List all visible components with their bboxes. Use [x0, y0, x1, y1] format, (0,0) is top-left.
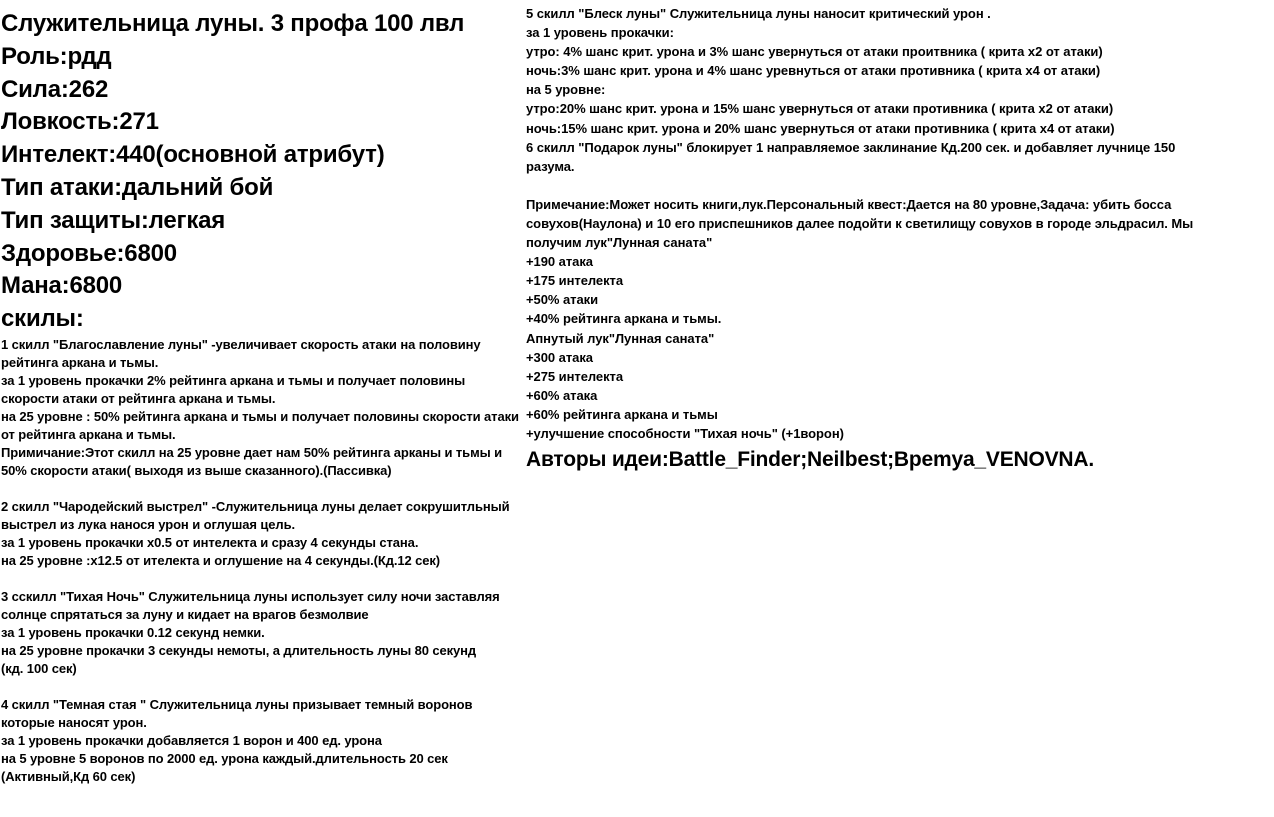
right-text-line: утро:20% шанс крит. урона и 15% шанс увернуться от атаки противника ( крита x2 от атаки) [526, 101, 1114, 117]
stat-health: Здоровье:6800 [1, 239, 177, 267]
stat-strength: Сила:262 [1, 75, 109, 103]
right-text-line: +улучшение способности "Тихая ночь" (+1ворон) [526, 425, 844, 441]
left-text-line: за 1 уровень прокачки 0.12 секунд немки. [1, 624, 265, 640]
right-text-line: +190 атака [526, 254, 593, 270]
paragraph-gap [1, 678, 521, 696]
right-text-line: Апнутый лук"Лунная саната" [526, 330, 715, 346]
right-text-line: +60% рейтинга аркана и тьмы [526, 406, 718, 422]
right-text-line: ночь:3% шанс крит. урона и 4% шанс уревнуться от атаки противника ( крита x4 от атаки) [526, 63, 1101, 79]
left-text-line: 4 скилл "Темная стая " Служительница луны призывает темный воронов [1, 696, 473, 712]
left-text-line: скорости атаки от рейтинга аркана и тьмы. [1, 390, 276, 406]
stat-agility: Ловкость:271 [1, 108, 159, 136]
right-text-line: 5 скилл "Блеск луны" Служительница луны наносит критический урон . [526, 6, 991, 21]
right-text-line: +50% атаки [526, 292, 599, 308]
stat-mana: Мана:6800 [1, 272, 123, 300]
skills-description-left [1, 336, 521, 786]
left-text-line: за 1 уровень прокачки x0.5 от интелекта и сразу 4 секунды стана. [1, 534, 419, 550]
skills-description-right [526, 4, 1266, 443]
authors-line: Авторы идеи:Battle_Finder;Neilbest;Bpemya_VENOVNA. [526, 448, 1094, 472]
left-text-line: выстрел из лука нанося урон и оглушая цель. [1, 516, 295, 532]
left-text-line: 3 сскилл "Тихая Ночь" Служительница луны использует силу ночи заставляя [1, 588, 500, 604]
paragraph-gap [526, 176, 1266, 195]
left-text-line: Примичание:Этот скилл на 25 уровне дает нам 50% рейтинга арканы и тьмы и [1, 444, 503, 460]
right-column [526, 4, 1266, 475]
left-text-line: 1 скилл "Благославление луны" -увеличивает скорость атаки на половину [1, 336, 481, 352]
stat-role: Роль:рдд [1, 42, 112, 70]
stat-attack-type: Тип атаки:дальний бой [1, 173, 274, 201]
left-text-line: (кд. 100 сек) [1, 660, 77, 676]
right-text-line: +40% рейтинга аркана и тьмы. [526, 311, 722, 327]
right-text-line: +300 атака [526, 349, 593, 365]
left-text-line: за 1 уровень прокачки добавляется 1 ворон и 400 ед. урона [1, 732, 382, 748]
left-text-line: солнце спрятаться за луну и кидает на врагов безмолвие [1, 606, 369, 622]
left-text-line: 2 скилл "Чародейский выстрел" -Служительница луны делает сокрушитльный [1, 498, 510, 514]
left-text-line: (Активный,Кд 60 сек) [1, 768, 136, 784]
character-title: Служительница луны. 3 профа 100 лвл [1, 10, 465, 37]
right-text-line: утро: 4% шанс крит. урона и 3% шанс увернуться от атаки проитвника ( крита x2 от атаки) [526, 44, 1103, 60]
skills-heading: скилы: [1, 305, 84, 333]
right-text-line: +175 интелекта [526, 273, 624, 289]
right-text-line: совухов(Наулона) и 10 его приспешников далее подойти к светилищу совухов в городе эльдрасил. Мы [526, 215, 1194, 231]
left-text-line: рейтинга аркана и тьмы. [1, 354, 159, 370]
paragraph-gap [1, 570, 521, 588]
right-text-line: ночь:15% шанс крит. урона и 20% шанс увернуться от атаки противника ( крита x4 от атаки) [526, 120, 1115, 136]
right-text-line: +60% атака [526, 387, 598, 403]
left-text-line: которые наносят урон. [1, 714, 147, 730]
left-column [1, 8, 521, 786]
right-text-line: 6 скилл "Подарок луны" блокирует 1 направляемое заклинание Кд.200 сек. и добавляет лучнице 150 [526, 139, 1176, 155]
left-text-line: за 1 уровень прокачки 2% рейтинга аркана и тьмы и получает половины [1, 372, 466, 388]
stat-intellect: Интелект:440(основной атрибут) [1, 141, 385, 169]
left-text-line: на 25 уровне :x12.5 от ителекта и оглушение на 4 секунды.(Кд.12 сек) [1, 552, 441, 568]
left-text-line: от рейтинга аркана и тьмы. [1, 426, 176, 442]
right-text-line: получим лук"Лунная саната" [526, 235, 713, 251]
stat-defense-type: Тип защиты:легкая [1, 206, 226, 234]
right-text-line: +275 интелекта [526, 368, 624, 384]
left-text-line: 50% скорости атаки( выходя из выше сказанного).(Пассивка) [1, 462, 392, 478]
left-text-line: на 5 уровне 5 воронов по 2000 ед. урона каждый.длительность 20 сек [1, 750, 448, 766]
right-text-line: Примечание:Может носить книги,лук.Персональный квест:Дается на 80 уровне,Задача: убить босса [526, 196, 1172, 212]
right-text-line: за 1 уровень прокачки: [526, 25, 674, 41]
right-text-line: разума. [526, 158, 575, 174]
paragraph-gap [1, 480, 521, 498]
left-text-line: на 25 уровне прокачки 3 секунды немоты, а длительность луны 80 секунд [1, 642, 477, 658]
right-text-line: на 5 уровне: [526, 82, 606, 98]
left-text-line: на 25 уровне : 50% рейтинга аркана и тьмы и получает половины скорости атаки [1, 408, 519, 424]
